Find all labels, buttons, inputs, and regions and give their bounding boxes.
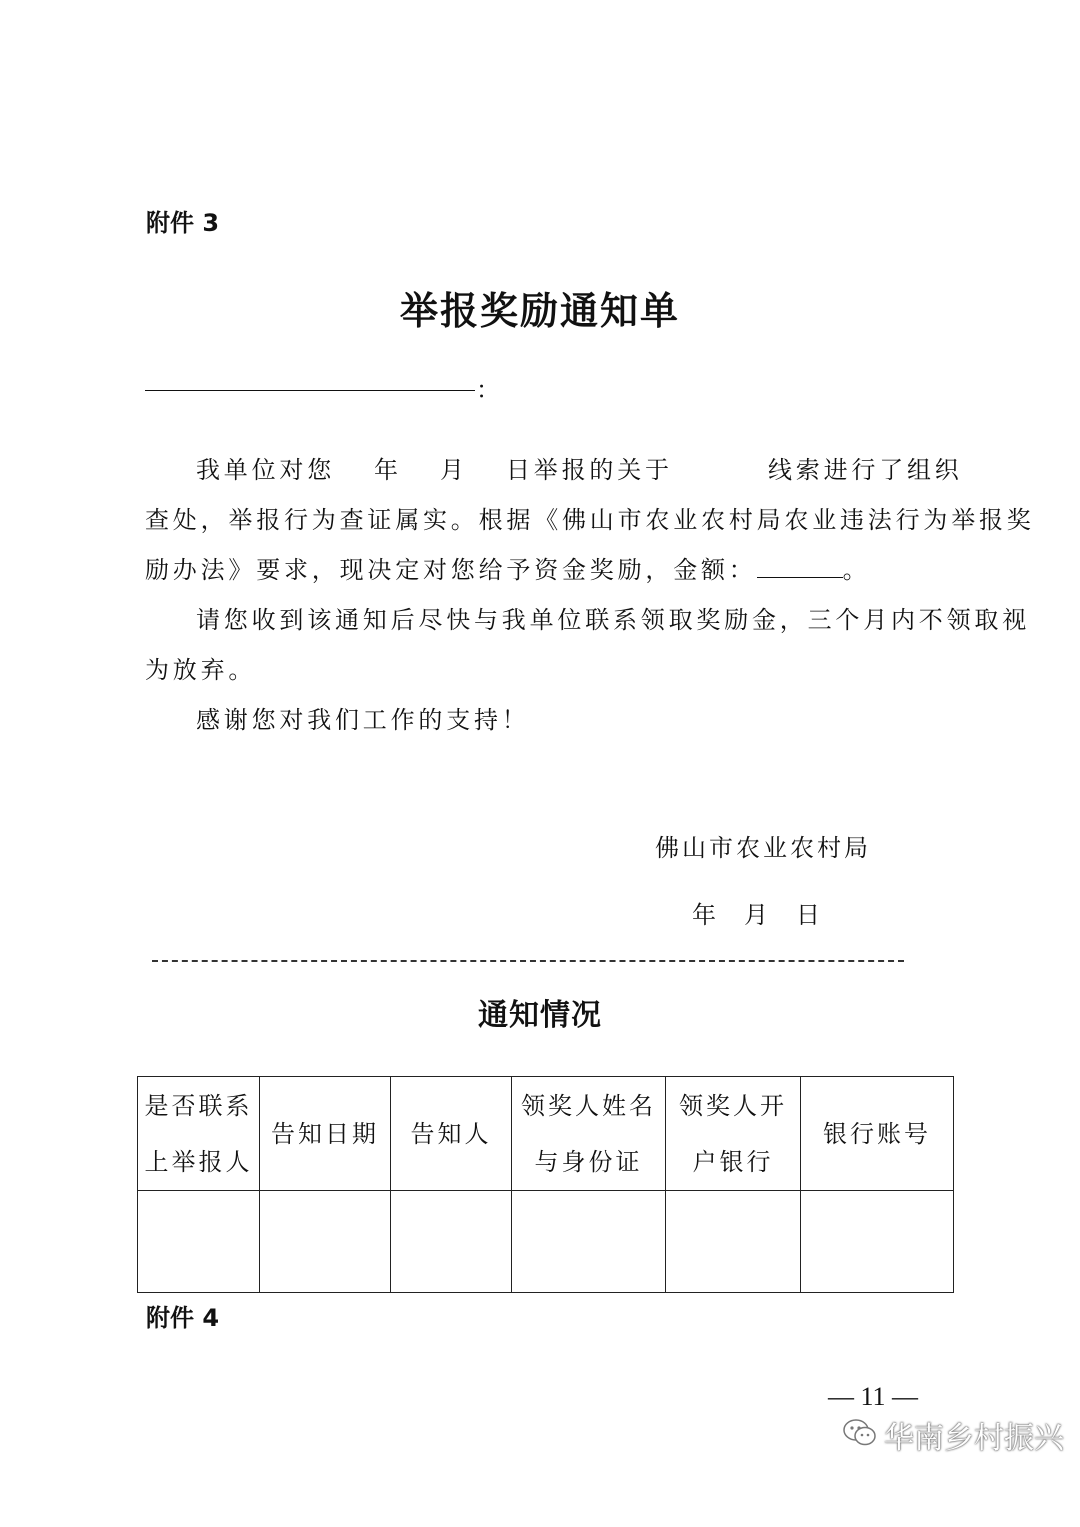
page-number: — 11 — <box>828 1382 919 1411</box>
body-p3: 感谢您对我们工作的支持！ <box>196 706 530 734</box>
signature-day: 日 <box>796 901 823 929</box>
body-p1-line3 <box>145 550 870 585</box>
body-p1-line3-end: 。 <box>842 556 871 584</box>
notice-table <box>137 1076 954 1293</box>
document-title: 举报奖励通知单 <box>399 289 680 333</box>
body-p1-start: 我单位对您 <box>196 456 335 484</box>
table-cell[interactable] <box>260 1191 391 1293</box>
body-p1-line2: 查处，举报行为查证属实。根据《佛山市农业农村局农业违法行为举报奖 <box>145 506 1035 534</box>
wechat-icon <box>842 1417 878 1449</box>
body-p2-line2: 为放弃。 <box>145 656 257 684</box>
body-p1-tail: 线索进行了组织 <box>768 456 963 484</box>
body-p1-year: 年 <box>374 456 402 484</box>
table-cell[interactable] <box>666 1191 801 1293</box>
addressee-colon: ： <box>476 376 500 404</box>
signature-month: 月 <box>744 901 771 929</box>
attachment4-label: 附件 4 <box>146 1304 220 1332</box>
body-p1-day: 日举报的关于 <box>506 456 673 484</box>
attachment-label: 附件 3 <box>146 209 220 237</box>
table-header-cell: 告知日期 <box>260 1077 391 1191</box>
table-header-cell: 领奖人开 户银行 <box>666 1077 801 1191</box>
table-header-cell: 告知人 <box>391 1077 512 1191</box>
signature-year: 年 <box>692 901 719 929</box>
table-row <box>138 1191 954 1293</box>
body-p1-line3-text: 励办法》要求，现决定对您给予资金奖励，金额： <box>145 556 757 584</box>
table-header-row <box>138 1077 954 1191</box>
table-cell[interactable] <box>391 1191 512 1293</box>
table-header-cell: 领奖人姓名 与身份证 <box>512 1077 666 1191</box>
cut-line-divider <box>152 960 904 962</box>
signature-org: 佛山市农业农村局 <box>655 834 871 862</box>
body-p2-line1: 请您收到该通知后尽快与我单位联系领取奖励金，三个月内不领取视 <box>196 606 1030 634</box>
notice-section-title: 通知情况 <box>478 998 602 1033</box>
amount-blank <box>757 557 843 578</box>
table-cell[interactable] <box>138 1191 260 1293</box>
table-header-cell: 银行账号 <box>801 1077 954 1191</box>
table-cell[interactable] <box>512 1191 666 1293</box>
watermark-text: 华南乡村振兴 <box>884 1421 1064 1456</box>
table-header-cell: 是否联系 上举报人 <box>138 1077 260 1191</box>
addressee-blank <box>145 390 475 391</box>
table-cell[interactable] <box>801 1191 954 1293</box>
body-p1-month: 月 <box>440 456 468 484</box>
